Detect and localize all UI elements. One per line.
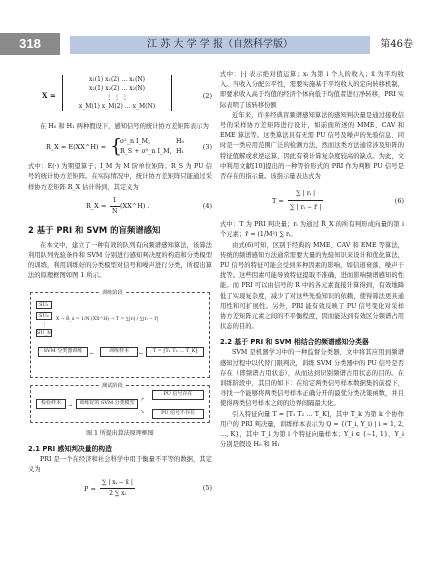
test-sample-box: 检验样本 <box>36 399 66 409</box>
trained-svm-box: 训练好的 SVM 分类模型 <box>76 399 138 409</box>
matrix-row: x_M(1) x_M(2) … x_M(N) <box>78 103 156 110</box>
eq3-case2: R_S + σ²_n I_M, <box>120 148 172 156</box>
equation-4 <box>28 196 212 216</box>
eq3-case1-cond: H₀ <box>176 138 185 146</box>
eq5-lhs: P = <box>84 485 96 494</box>
right-column <box>220 70 404 451</box>
paragraph: 近年来，许多经典盲频谱感知算法的感知判决量是通过接收信号的采样协方差矩阵进行设计，如前面所述的 MME、CAV 和 EME 算法等。这类算法具有无需 PU 信号及噪声的先验信息、同时是一类应用范围广泛的检测方法，然而这类方法通常涉及矩阵的特征值解或求逆运算，因此有着计算复杂度较高的缺点。为此，文中利用文献[10]提出的一种等价形式的 PRI 作为判断 PU 信号是否存在的指示量。该指示量表达式为 <box>220 111 404 181</box>
training-stage-frame <box>30 292 210 378</box>
equation-number: (3) <box>202 143 212 152</box>
matrix-row: x₂(1) x₂(2) … x₂(N) <box>88 85 146 92</box>
eq4-lhs: R_X = <box>86 201 107 210</box>
eq6-lhs: T = <box>272 197 284 206</box>
eq3-case1: σ²_n I_M, <box>120 138 151 146</box>
equation-6 <box>220 185 404 217</box>
su-box: SU₂ <box>36 312 52 320</box>
test-stage-label: 测试阶段 <box>100 381 125 391</box>
feature-vector-box: T = [T₁ T₂ … T_K] <box>146 347 204 357</box>
equation-3 <box>28 135 212 159</box>
journal-name: 江 苏 大 学 学 报（自然科学版） <box>70 36 370 54</box>
page-header <box>0 0 427 60</box>
paragraph: PRI 是一个在经济和社会科学中用于衡量不平等的数据，其定义为 <box>28 455 212 474</box>
equation-2 <box>28 73 212 119</box>
flow-formula: X → R̂_x = 1/N (XX^H) → T = ∑|rᵢ| / ∑|rᵢ − r̄| <box>56 316 159 322</box>
train-samples-box: 训练样本 <box>100 347 138 357</box>
volume-number: 第46卷 <box>380 39 413 50</box>
paragraph: 式中：T 为 PRI 判决量；rᵢ 为通过 R̂_X 的所有判形成向量的第 i 个元素；r̄ = (1/M²) ∑ rᵢ。 <box>220 221 404 239</box>
page-number: 318 <box>0 33 60 55</box>
svm-train-box: SVM 分类器训练 <box>38 347 88 357</box>
figure-1: 训练阶段 SU₁ SU₂ ⋮ SU_M X → R̂_x = 1/N (XX^H) → T = ∑|rᵢ| / ∑|rᵢ − r̄| SVM 分类器训练 训练样本 T = [T₁ T₂ … T_K] ← ← 测试阶段 检验样本 → 训练好的 SVM 分类模型 ↗ ↘ PU 信号存在 PU 信号不存在 <box>28 287 212 427</box>
su-box: SU₁ <box>36 301 52 309</box>
eq3-case2-cond: H₁ <box>176 148 185 156</box>
left-column <box>28 70 212 501</box>
matrix-lhs: X = <box>42 91 56 100</box>
equation-number: (5) <box>202 484 212 493</box>
matrix-row: ⋮ ⋮ ⋮ <box>106 94 128 101</box>
subsection-heading: 2.2 基于 PRI 和 SVM 相结合的频谱感知分类器 <box>220 338 369 347</box>
equation-number: (2) <box>202 91 212 100</box>
paragraph: 引入特征向量 T = [T₁ T₂ … T_K]，其中 T_k 为第 k 个协作用户的 PRI 判决量，训练样本表示为 Q = {(T_i, Y_i) | i = 1, 2, …, K}，其中 T_i 为第 i 个特征向量样本；Y_i ∈ {−1, 1}，Y_i 分别是假设 H₀ 和 H₁ <box>220 410 404 449</box>
eq3-lhs: R_X = E(XX^H) = <box>46 143 107 152</box>
eq4-rhs: (XX^H) . <box>120 201 150 210</box>
training-stage-label: 训练阶段 <box>100 288 125 298</box>
subsection-heading: 2.1 PRI 感知判决量的构造 <box>28 444 112 453</box>
section-heading: 2 基于 PRI 和 SVM 的盲频谱感知 <box>28 224 161 235</box>
matrix-row: x₁(1) x₁(2) … x₁(N) <box>88 76 146 83</box>
eq4-fraction: $\frac{1}{N}$ <box>112 196 118 216</box>
paragraph: 式中：E(·) 为期望算子；I_M 为 M 阶单位矩阵；R_S 为 PU 信号的统计协方差矩阵。在实际情况中，统计协方差矩阵只能通过采样协方差矩阵 R_X 估计得到，其定义为 <box>28 163 212 191</box>
equation-number: (4) <box>202 201 212 210</box>
paragraph: 在 H₀ 和 H₁ 两种假设下，感知信号的统计协方差矩阵表示为 <box>40 123 209 130</box>
equation-number: (6) <box>394 197 404 206</box>
pu-present-box: PU 信号存在 <box>152 390 204 400</box>
paragraph: 在本文中，建立了一种有效的队列有向频谱感知算法，该算法利用队列先验条件和 SVM 分别进行感知判决度的构造和分类模型的训练，利用训练好的分类模型对信号和噪声进行分类，所提出算法的原理框图如图 1 所示。 <box>28 241 212 280</box>
brace: { <box>110 135 123 158</box>
paragraph: SVM 是机器学习中的一种监督分类器，文中将其应用到频谱感知过程中以代替门限判决，训练 SVM 分类器中的 PU 信号是否存在（即频谱占用状态），从而达到识别频谱占用状态的目的。在训练阶段中，其目的如下：在给定两类信号样本数据集的前提下，寻找一个能够将两类信号样本正确分开的最优分类决策函数，并且使得两类信号样本之间的边界间隔最大化。 <box>220 349 404 408</box>
matrix-x <box>62 75 172 111</box>
paragraph: 式中：|·| 表示绝对值运算；xᵢ 为第 i 个人的收入；x̄ 为平均收入。当收入分配公平性，需要实施基于平均收入的定向转移机制，即要求收入高于均值的经济个体向低于均值者进行净转移，PRI 实际表明了该转移份额 <box>220 71 404 109</box>
figure-caption: 图 1 所提出算法原理框图 <box>86 429 154 437</box>
paragraph: 由式(6)可知，区别于经典的 MME、CAV 和 EME 等算法，传统的频谱感知方法通常需要大量的先验知识来设计和优化算法，PU 信号的特征可能会受到多种因素的影响，如信道衰落、噪声干扰等。这些因素可能导致特征提取不准确，进而影响频谱感知的性能。而 PRI 可以由信号的 R 中的各元素直接计算得到，有效地降低了实现复杂度，减少了对这些先验知识的依赖，使得算法更具通用性和可扩展性。另外，PRI 能有效反映了 PU 信号变化对采样协方差矩阵元素之间的不平衡程度，因而能达到有效区分频谱占用状态的目的。 <box>220 241 404 331</box>
eq5-fraction: $\frac{\text{∑ | xᵢ − x̄ |}}{\text{2 ∑ xᵢ}}$ <box>102 479 133 498</box>
eq6-fraction: $\frac{\text{∑ | rᵢ |}}{\text{∑ | rᵢ − r̄ |}}$ <box>288 187 323 214</box>
su-box: SU_M <box>37 329 53 336</box>
equation-5 <box>28 478 212 498</box>
pu-absent-box: PU 信号不存在 <box>152 409 204 419</box>
